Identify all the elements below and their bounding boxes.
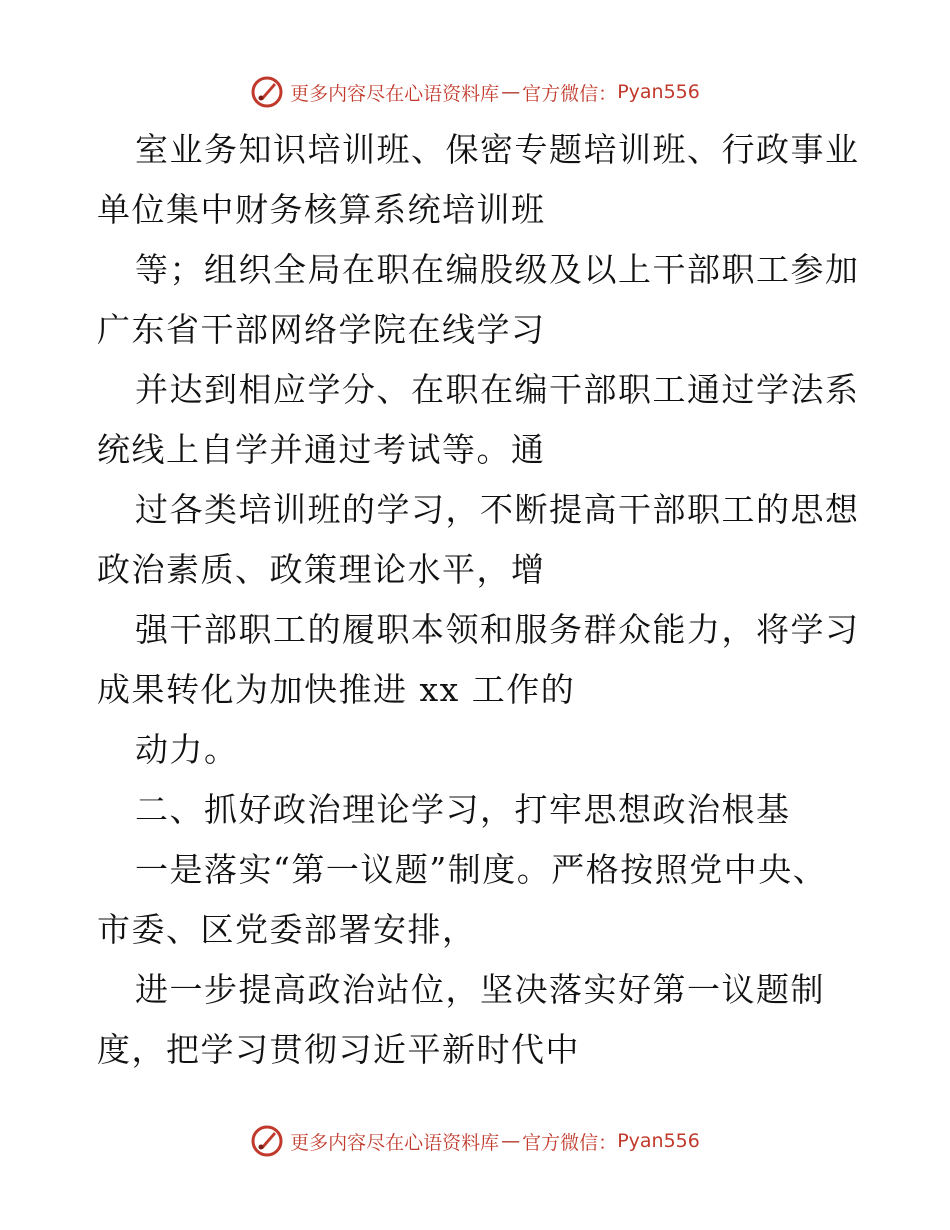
quill-circle-icon — [250, 1124, 284, 1158]
watermark-wechat-id: Pyan556 — [617, 81, 700, 103]
watermark-brand: 更多内容尽在心语资料库 — [290, 82, 500, 105]
quill-circle-icon — [250, 75, 284, 109]
watermark-separator: — — [501, 1130, 521, 1152]
header-watermark — [0, 72, 950, 112]
watermark-wechat-label: 官方微信： — [522, 82, 618, 105]
body-line: 等；组织全局在职在编股级及以上干部职工参加 — [135, 250, 860, 289]
document-body — [97, 120, 877, 1080]
section-heading: 二、抓好政治理论学习，打牢思想政治根基 — [135, 790, 791, 829]
watermark-wechat-id: Pyan556 — [617, 1130, 700, 1152]
watermark-wechat-label: 官方微信： — [522, 1131, 618, 1154]
body-line: 单位集中财务核算系统培训班 — [97, 190, 546, 229]
body-line: 室业务知识培训班、保密专题培训班、行政事业 — [135, 130, 860, 169]
body-line: 市委、区党委部署安排， — [97, 910, 477, 949]
footer-watermark — [0, 1121, 950, 1161]
body-line: 并达到相应学分、在职在编干部职工通过学法系 — [135, 370, 860, 409]
body-line: 过各类培训班的学习，不断提高干部职工的思想 — [135, 490, 860, 529]
body-line: 一是落实“第一议题”制度。严格按照党中央、 — [135, 850, 828, 889]
body-line: 成果转化为加快推进 xx 工作的 — [97, 670, 576, 709]
body-line: 政治素质、政策理论水平，增 — [97, 550, 546, 589]
body-line: 强干部职工的履职本领和服务群众能力，将学习 — [135, 610, 860, 649]
watermark-brand: 更多内容尽在心语资料库 — [290, 1131, 500, 1154]
body-line: 广东省干部网络学院在线学习 — [97, 310, 546, 349]
body-line: 进一步提高政治站位，坚决落实好第一议题制 — [135, 970, 825, 1009]
body-line: 统线上自学并通过考试等。通 — [97, 430, 546, 469]
body-line: 动力。 — [135, 730, 239, 769]
body-line: 度，把学习贯彻习近平新时代中 — [97, 1030, 580, 1069]
watermark-separator: — — [501, 81, 521, 103]
